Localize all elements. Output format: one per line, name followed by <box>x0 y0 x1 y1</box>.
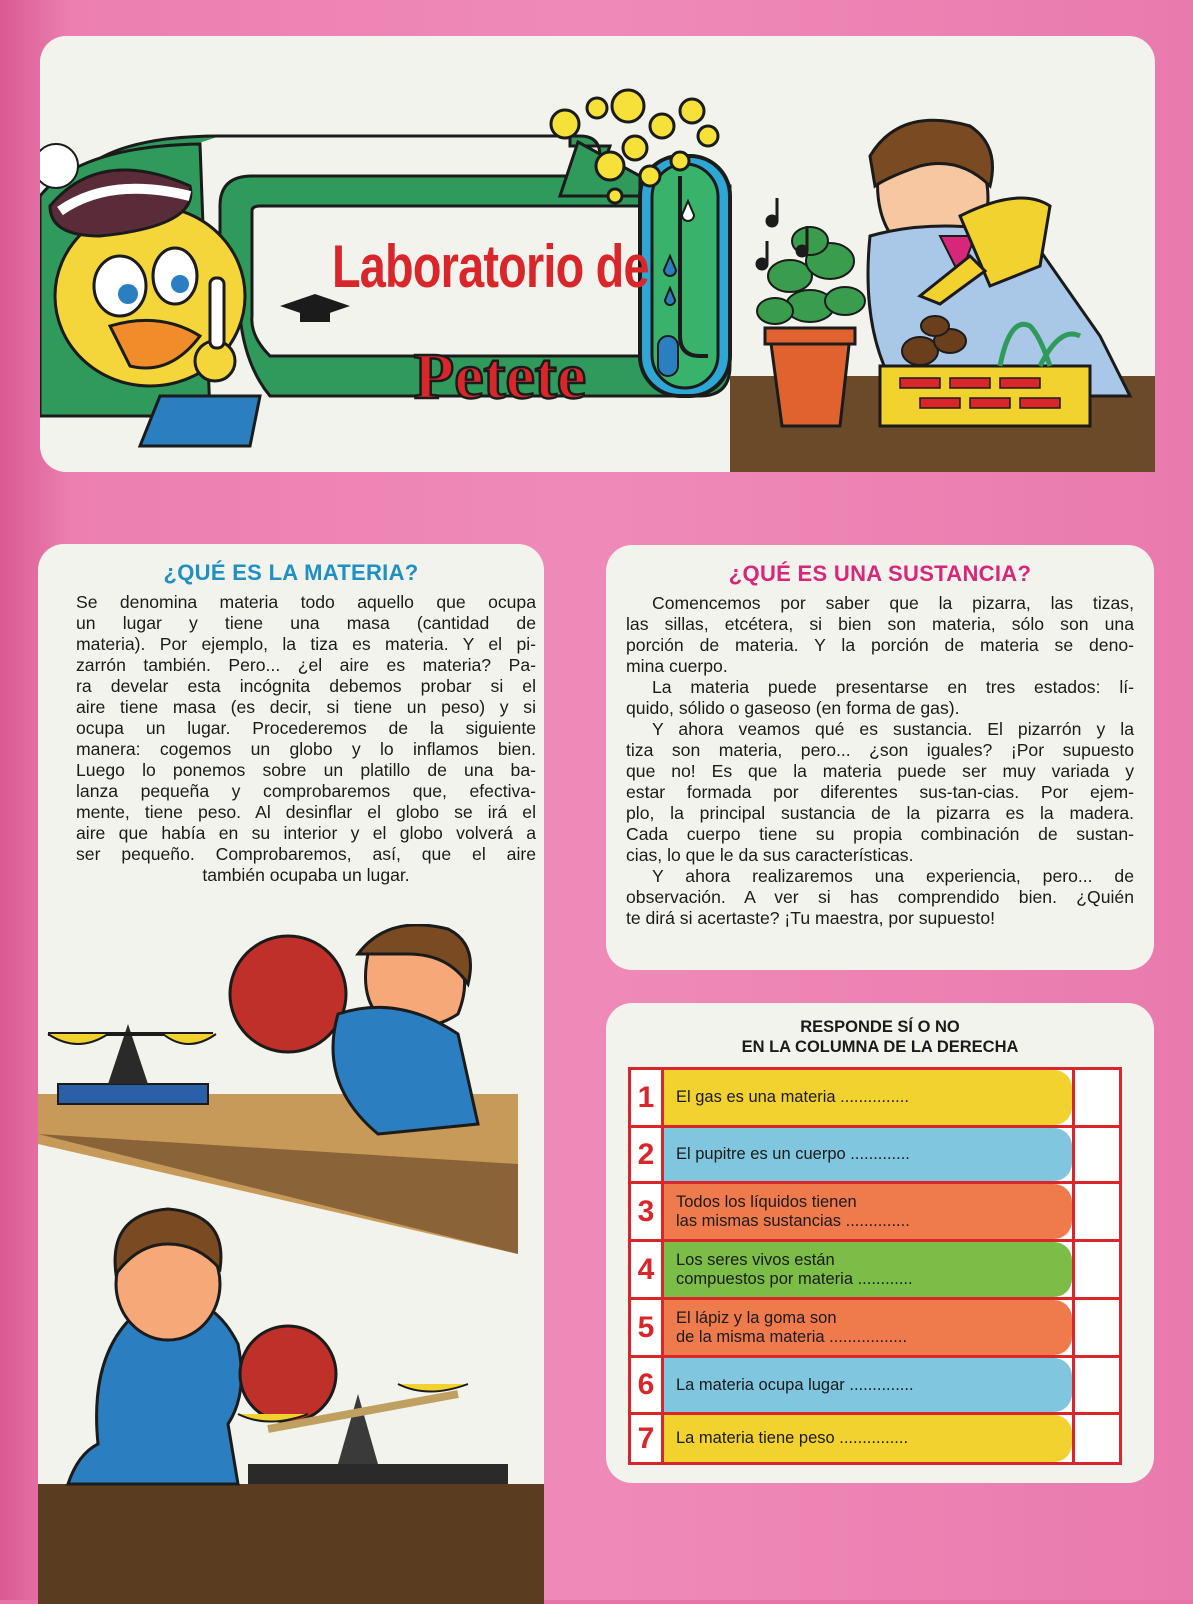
quiz-statement <box>664 1184 1072 1239</box>
quiz-number: 3 <box>631 1184 664 1239</box>
answer-box[interactable] <box>1072 1300 1119 1355</box>
text-line: mente, tiene peso. Al desinflar el globo se irá el <box>76 802 536 822</box>
balloon-illustration <box>38 924 544 1604</box>
quiz-statement <box>664 1128 1072 1181</box>
text-line: observación. A ver si has comprendido bien. ¿Quién <box>626 887 1134 907</box>
quiz-row <box>631 1300 1119 1358</box>
quiz-number: 5 <box>631 1300 664 1355</box>
text-line: un lugar y tiene una masa (cantidad de <box>76 613 536 633</box>
text-line: Se denomina materia todo aquello que ocupa <box>76 592 536 612</box>
text-line: Luego lo ponemos sobre un platillo de una ba- <box>76 760 536 780</box>
quiz-row <box>631 1242 1119 1300</box>
quiz-statement-line: La materia ocupa lugar .............. <box>676 1375 914 1394</box>
text-line: manera: cogemos un globo y lo inflamos bien. <box>76 739 536 759</box>
quiz-number: 7 <box>631 1415 664 1462</box>
text-line: porción de materia. Y la porción de materia se deno- <box>626 635 1134 655</box>
quiz-row <box>631 1070 1119 1128</box>
quiz-statement-line: compuestos por materia ............ <box>676 1269 913 1288</box>
text-line: las sillas, etcétera, si bien son materia, sólo son una <box>626 614 1134 634</box>
text-line: cias, lo que le da sus características. <box>626 845 914 865</box>
quiz-statement <box>664 1242 1072 1297</box>
quiz-table <box>628 1067 1122 1465</box>
text-line: plo, la principal sustancia de la pizarra es la madera. <box>626 803 1134 823</box>
quiz-statement-line: El gas es una materia ............... <box>676 1088 909 1106</box>
text-line: mina cuerpo. <box>626 656 728 676</box>
quiz-row <box>631 1415 1119 1462</box>
quiz-statement <box>664 1415 1072 1462</box>
text-line: quido, sólido o gaseoso (en forma de gas). <box>626 698 960 718</box>
quiz-heading <box>606 1017 1154 1057</box>
title-petete <box>340 336 660 416</box>
quiz-number: 2 <box>631 1128 664 1181</box>
materia-title: ¿QUÉ ES LA MATERIA? <box>163 560 419 585</box>
text-line: lanza pequeña y comprobaremos que, efectiva- <box>76 781 536 801</box>
sustancia-panel <box>606 545 1154 970</box>
quiz-row <box>631 1358 1119 1415</box>
header-panel <box>40 36 1155 472</box>
text-line: también ocupaba un lugar. <box>202 865 410 885</box>
text-line: zarrón también. Pero... ¿el aire es materia? Pa- <box>76 655 536 675</box>
text-line: ra develar esta incógnita debemos probar si el <box>76 676 536 696</box>
quiz-statement-line: Los seres vivos están <box>676 1250 835 1269</box>
answer-box[interactable] <box>1072 1358 1119 1412</box>
text-line: aire tiene masa (es decir, si tiene un peso) y si <box>76 697 536 717</box>
quiz-statement <box>664 1358 1072 1412</box>
text-line: Comencemos por saber que la pizarra, las tizas, <box>652 593 1134 613</box>
quiz-statement <box>664 1070 1072 1125</box>
answer-box[interactable] <box>1072 1128 1119 1181</box>
text-line: materia). Por ejemplo, la tiza es materia. Y el pi- <box>76 634 536 654</box>
sustancia-text <box>626 593 1134 929</box>
quiz-statement-line: las mismas sustancias .............. <box>676 1211 910 1230</box>
text-line: aire que había en su interior y el globo volverá a <box>76 823 536 843</box>
quiz-number: 1 <box>631 1070 664 1125</box>
quiz-row <box>631 1128 1119 1184</box>
materia-panel <box>38 544 544 1554</box>
quiz-heading-line2: EN LA COLUMNA DE LA DERECHA <box>741 1038 1019 1056</box>
answer-box[interactable] <box>1072 1070 1119 1125</box>
quiz-statement-line: Todos los líquidos tienen <box>676 1192 857 1211</box>
quiz-number: 4 <box>631 1242 664 1297</box>
quiz-statement-line: El lápiz y la goma son <box>676 1308 837 1327</box>
quiz-heading-line1: RESPONDE SÍ O NO <box>800 1018 960 1036</box>
title-laboratorio: Laboratorio de <box>332 233 649 300</box>
text-line: que no! Es que la materia puede ser muy variada y <box>626 761 1134 781</box>
text-line: ocupa un lugar. Procederemos de la siguiente <box>76 718 536 738</box>
text-line: Y ahora veamos qué es sustancia. El pizarrón y la <box>652 719 1134 739</box>
sustancia-title: ¿QUÉ ES UNA SUSTANCIA? <box>728 561 1032 586</box>
quiz-row <box>631 1184 1119 1242</box>
text-line: Cada cuerpo tiene su propia combinación de sustan- <box>626 824 1134 844</box>
text-line: La materia puede presentarse en tres estados: lí- <box>652 677 1134 697</box>
text-line: estar formada por diferentes sus-tan-cias. Por ejem- <box>626 782 1134 802</box>
quiz-statement-line: La materia tiene peso ............... <box>676 1429 909 1447</box>
answer-box[interactable] <box>1072 1415 1119 1462</box>
svg-text:Petete: Petete <box>413 340 587 413</box>
text-line: ser pequeño. Comprobaremos, así, que el aire <box>76 844 536 864</box>
quiz-statement-line: El pupitre es un cuerpo ............. <box>676 1145 910 1163</box>
quiz-statement-line: de la misma materia ................. <box>676 1327 908 1346</box>
answer-box[interactable] <box>1072 1184 1119 1239</box>
text-line: te dirá si acertaste? ¡Tu maestra, por supuesto! <box>626 908 995 928</box>
petete-logo <box>340 336 660 416</box>
quiz-statement <box>664 1300 1072 1355</box>
quiz-panel <box>606 1003 1154 1483</box>
answer-box[interactable] <box>1072 1242 1119 1297</box>
quiz-number: 6 <box>631 1358 664 1412</box>
text-line: Y ahora realizaremos una experiencia, pero... de <box>652 866 1134 886</box>
text-line: tiza son materia, pero... ¿son iguales? ¡Por supuesto <box>626 740 1134 760</box>
materia-text <box>76 592 536 886</box>
